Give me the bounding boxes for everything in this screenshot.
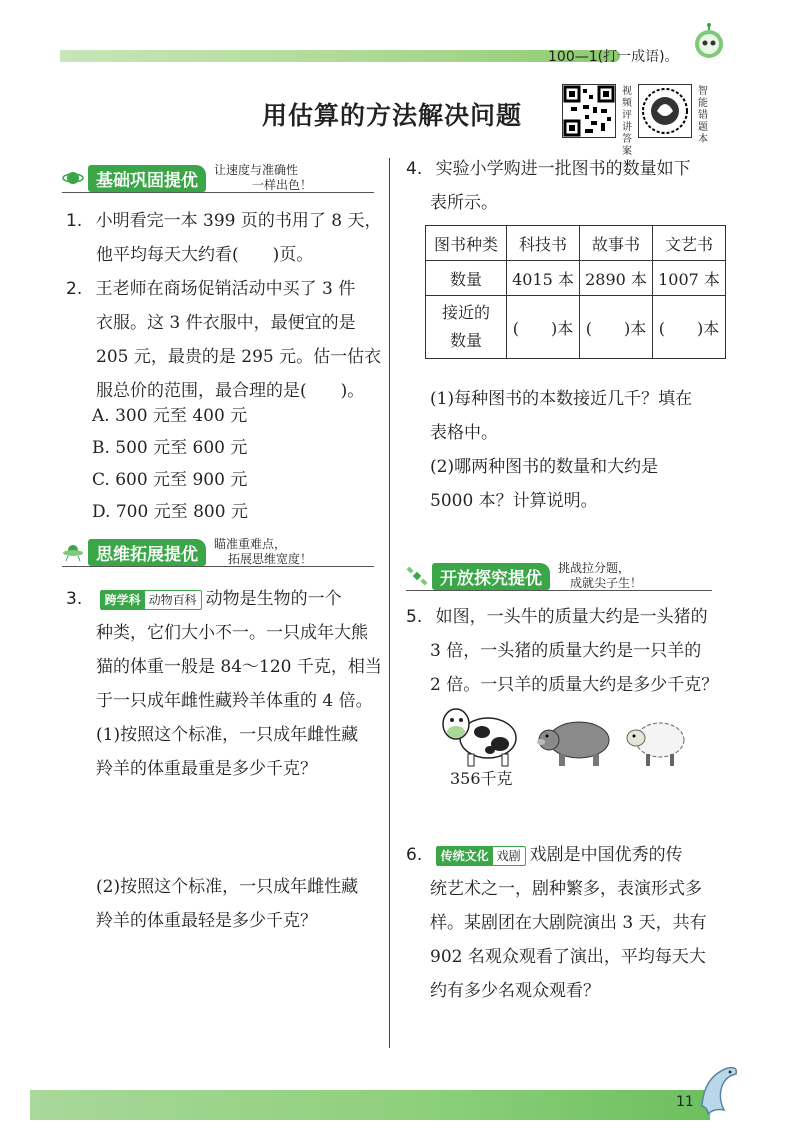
option-d[interactable]: D. 700 元至 800 元 (92, 502, 248, 522)
video-qr-code-icon[interactable] (562, 84, 616, 138)
table-header-row: 图书种类 科技书 故事书 文艺书 (426, 226, 726, 261)
table-row-label: 接近的 数量 (426, 296, 507, 359)
table-row (426, 296, 726, 359)
question-6: 6. 传统文化 戏剧 戏剧是中国优秀的传 统艺术之一，剧种繁多，表演形式多 样。某剧团在大剧院演出 3 天，共有 902 名观众观看了演出，平均每天大 约有多少名观众观看？ (406, 845, 707, 1001)
section-basic-slogan: 让速度与准确性 一样出色！ (214, 163, 313, 192)
planet-icon (62, 167, 84, 189)
question-3: 3. 跨学科 动物百科 动物是生物的一个 种类，它们大小不一。一只成年大熊 猫的体重一般是 84～120 千克，相当 于一只成年雌性藏羚羊体重的 4 倍。 (1)按照这个标准，一只成年雌性藏 羚羊的体重最重是多少千克？ (66, 589, 382, 779)
column-divider (389, 158, 390, 1048)
ufo-icon (62, 541, 84, 563)
question-4: 4. 实验小学购进一批图书的数量如下 表所示。 (406, 159, 691, 213)
cow-icon (440, 700, 520, 770)
question-5: 5. 如图，一头牛的质量大约是一头猪的 3 倍，一头猪的质量大约是一只羊的 2 倍。一只羊的质量大约是多少千克？ (406, 607, 719, 695)
answer-cell[interactable]: ( )本 (580, 296, 653, 359)
section-open-slogan: 挑战拉分题， 成就尖子生！ (558, 561, 643, 590)
question-2-options (92, 400, 248, 528)
answer-cell[interactable]: ( )本 (507, 296, 580, 359)
answer-cell[interactable]: ( )本 (653, 296, 726, 359)
qr-right-caption: 智能错题本 (698, 86, 708, 145)
option-a[interactable]: A. 300 元至 400 元 (92, 406, 248, 426)
top-decorative-band (60, 50, 620, 62)
table-row: 数量 4015 本 2890 本 1007 本 (426, 261, 726, 296)
section-open-header (406, 561, 643, 590)
riddle-text: 100—1(打一成语)。 (548, 49, 679, 65)
question-4-subparts: (1)每种图书的本数接近几千？填在 表格中。 (2)哪两种图书的数量和大约是 5000 本？计算说明。 (430, 389, 693, 511)
bottom-decorative-band (30, 1090, 710, 1120)
dolphin-icon (694, 1060, 742, 1120)
question-1: 1. 小明看完一本 399 页的书用了 8 天， 他平均每天大约看( )页。 (66, 211, 382, 265)
page-number: 11 (676, 1094, 694, 1110)
tag-interdisciplinary: 跨学科 动物百科 (100, 590, 202, 610)
section-basic-header (62, 163, 313, 192)
section-basic-underline (62, 192, 374, 193)
section-extend-label: 思维拓展提优 (88, 539, 206, 566)
option-c[interactable]: C. 600 元至 900 元 (92, 470, 248, 490)
page-title: 用估算的方法解决问题 (262, 101, 523, 130)
pig-icon (535, 712, 615, 768)
section-open-label: 开放探究提优 (432, 563, 550, 590)
mistake-book-qr-code-icon[interactable] (638, 84, 692, 138)
robot-mascot-icon (688, 22, 730, 64)
satellite-icon (406, 565, 428, 587)
section-open-underline (406, 590, 712, 591)
section-extend-underline (62, 566, 374, 567)
option-b[interactable]: B. 500 元至 600 元 (92, 438, 248, 458)
cow-weight-label: 356千克 (450, 769, 513, 788)
section-extend-header (62, 537, 313, 566)
book-count-table (425, 225, 726, 359)
question-3-part-2: (2)按照这个标准，一只成年雌性藏 羚羊的体重最轻是多少千克？ (96, 877, 359, 931)
sheep-icon (622, 714, 688, 768)
question-2: 2. 王老师在商场促销活动中买了 3 件 衣服。这 3 件衣服中，最便宜的是 205 元，最贵的是 295 元。估一估衣 服总价的范围，最合理的是( )。 (66, 279, 382, 401)
tag-traditional-culture: 传统文化 戏剧 (436, 846, 526, 866)
qr-left-caption: 视频评讲答案 (622, 86, 632, 157)
section-basic-label: 基础巩固提优 (88, 165, 206, 192)
section-extend-slogan: 瞄准重难点， 拓展思维宽度！ (214, 537, 313, 566)
